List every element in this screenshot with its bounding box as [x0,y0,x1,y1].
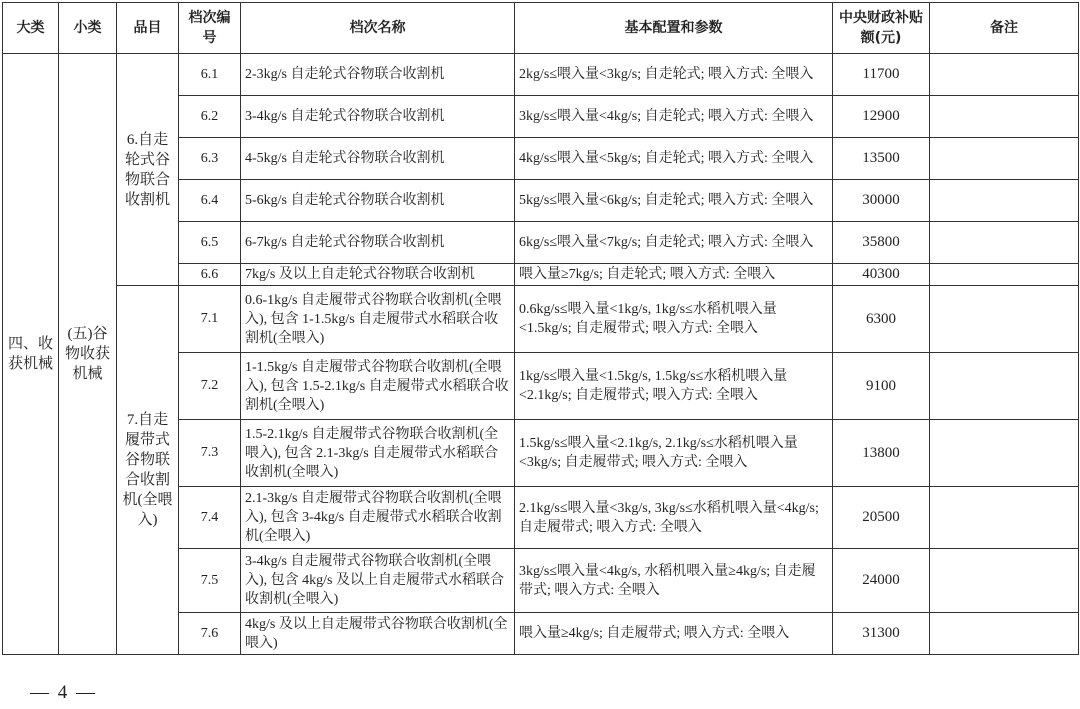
grade-no-cell: 6.6 [179,264,241,286]
page-number: — 4 — [30,682,97,703]
config-cell: 1kg/s≤喂入量<1.5kg/s, 1.5kg/s≤水稻机喂入量<2.1kg/s; 自走履带式; 喂入方式: 全喂入 [515,353,833,420]
grade-no-cell: 7.4 [179,487,241,549]
note-cell [930,138,1079,180]
note-cell [930,487,1079,549]
grade-no-cell: 7.3 [179,420,241,487]
config-cell: 5kg/s≤喂入量<6kg/s; 自走轮式; 喂入方式: 全喂入 [515,180,833,222]
subsidy-cell: 40300 [833,264,930,286]
grade-name-cell: 2-3kg/s 自走轮式谷物联合收割机 [241,54,515,96]
subsidy-cell: 20500 [833,487,930,549]
grade-name-cell: 4kg/s 及以上自走履带式谷物联合收割机(全喂入) [241,613,515,655]
config-cell: 喂入量≥7kg/s; 自走轮式; 喂入方式: 全喂入 [515,264,833,286]
subcategory-cell: (五)谷物收获机械 [59,54,117,655]
table-row [3,54,1079,96]
note-cell [930,96,1079,138]
subsidy-table [2,2,1079,655]
grade-no-cell: 6.2 [179,96,241,138]
subsidy-cell: 9100 [833,353,930,420]
header-subsidy: 中央财政补贴额(元) [833,3,930,54]
subsidy-cell: 11700 [833,54,930,96]
note-cell [930,54,1079,96]
header-config: 基本配置和参数 [515,3,833,54]
config-cell: 0.6kg/s≤喂入量<1kg/s, 1kg/s≤水稻机喂入量<1.5kg/s; 自走履带式; 喂入方式: 全喂入 [515,286,833,353]
grade-name-cell: 3-4kg/s 自走履带式谷物联合收割机(全喂入), 包含 4kg/s 及以上自走履带式水稻联合收割机(全喂入) [241,549,515,613]
grade-no-cell: 7.2 [179,353,241,420]
subsidy-cell: 12900 [833,96,930,138]
item-cell: 6.自走轮式谷物联合收割机 [117,54,179,286]
grade-name-cell: 6-7kg/s 自走轮式谷物联合收割机 [241,222,515,264]
header-note: 备注 [930,3,1079,54]
grade-name-cell: 3-4kg/s 自走轮式谷物联合收割机 [241,96,515,138]
grade-no-cell: 6.5 [179,222,241,264]
grade-name-cell: 1-1.5kg/s 自走履带式谷物联合收割机(全喂入), 包含 1.5-2.1kg/s 自走履带式水稻联合收割机(全喂入) [241,353,515,420]
header-grade-no: 档次编号 [179,3,241,54]
config-cell: 1.5kg/s≤喂入量<2.1kg/s, 2.1kg/s≤水稻机喂入量<3kg/s; 自走履带式; 喂入方式: 全喂入 [515,420,833,487]
note-cell [930,286,1079,353]
header-row [3,3,1079,54]
header-item: 品目 [117,3,179,54]
config-cell: 2.1kg/s≤喂入量<3kg/s, 3kg/s≤水稻机喂入量<4kg/s; 自走履带式; 喂入方式: 全喂入 [515,487,833,549]
note-cell [930,613,1079,655]
note-cell [930,264,1079,286]
config-cell: 6kg/s≤喂入量<7kg/s; 自走轮式; 喂入方式: 全喂入 [515,222,833,264]
config-cell: 2kg/s≤喂入量<3kg/s; 自走轮式; 喂入方式: 全喂入 [515,54,833,96]
header-category: 大类 [3,3,59,54]
subsidy-cell: 31300 [833,613,930,655]
grade-name-cell: 1.5-2.1kg/s 自走履带式谷物联合收割机(全喂入), 包含 2.1-3kg/s 自走履带式水稻联合收割机(全喂入) [241,420,515,487]
subsidy-cell: 6300 [833,286,930,353]
note-cell [930,549,1079,613]
grade-no-cell: 6.3 [179,138,241,180]
category-cell: 四、收获机械 [3,54,59,655]
note-cell [930,420,1079,487]
table-row [3,286,1079,353]
config-cell: 喂入量≥4kg/s; 自走履带式; 喂入方式: 全喂入 [515,613,833,655]
subsidy-cell: 13800 [833,420,930,487]
grade-name-cell: 7kg/s 及以上自走轮式谷物联合收割机 [241,264,515,286]
grade-name-cell: 5-6kg/s 自走轮式谷物联合收割机 [241,180,515,222]
grade-name-cell: 0.6-1kg/s 自走履带式谷物联合收割机(全喂入), 包含 1-1.5kg/s 自走履带式水稻联合收割机(全喂入) [241,286,515,353]
grade-no-cell: 7.5 [179,549,241,613]
grade-no-cell: 7.1 [179,286,241,353]
subsidy-cell: 30000 [833,180,930,222]
header-subcategory: 小类 [59,3,117,54]
grade-no-cell: 6.1 [179,54,241,96]
grade-name-cell: 4-5kg/s 自走轮式谷物联合收割机 [241,138,515,180]
config-cell: 3kg/s≤喂入量<4kg/s; 自走轮式; 喂入方式: 全喂入 [515,96,833,138]
note-cell [930,180,1079,222]
config-cell: 3kg/s≤喂入量<4kg/s, 水稻机喂入量≥4kg/s; 自走履带式; 喂入方式: 全喂入 [515,549,833,613]
subsidy-cell: 35800 [833,222,930,264]
note-cell [930,222,1079,264]
subsidy-cell: 24000 [833,549,930,613]
grade-name-cell: 2.1-3kg/s 自走履带式谷物联合收割机(全喂入), 包含 3-4kg/s 自走履带式水稻联合收割机(全喂入) [241,487,515,549]
config-cell: 4kg/s≤喂入量<5kg/s; 自走轮式; 喂入方式: 全喂入 [515,138,833,180]
item-cell: 7.自走履带式谷物联合收割机(全喂入) [117,286,179,655]
grade-no-cell: 7.6 [179,613,241,655]
subsidy-cell: 13500 [833,138,930,180]
header-grade-name: 档次名称 [241,3,515,54]
grade-no-cell: 6.4 [179,180,241,222]
note-cell [930,353,1079,420]
